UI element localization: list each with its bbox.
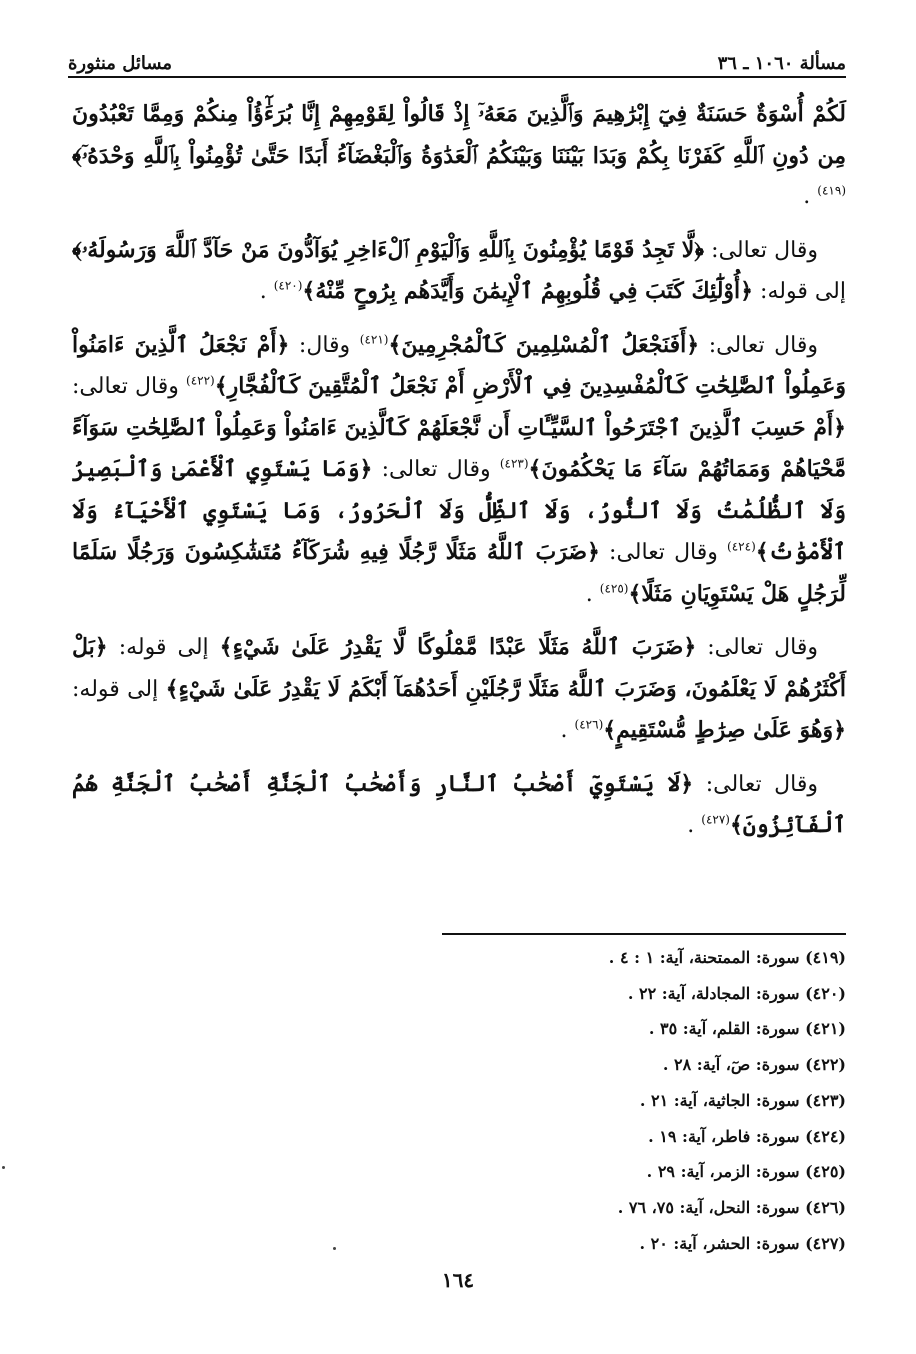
footnote-separator	[442, 933, 846, 935]
scan-speck	[2, 1166, 5, 1169]
running-header	[68, 40, 846, 74]
footnotes	[286, 940, 846, 1261]
paragraph: وقال تعالى: ﴿ضَرَبَ ٱللَّهُ مَثَلًا عَبْدًا مَّمْلُوكًا لَّا يَقْدِرُ عَلَىٰ شَيْءٍ﴾ إلى قوله: ﴿بَلْ أَكْثَرُهُمْ لَا يَعْلَمُونَ، وَضَرَبَ ٱللَّهُ مَثَلًا رَّجُلَيْنِ أَحَدُهُمَآ أَبْكَمُ لَا يَقْدِرُ عَلَىٰ شَيْءٍ﴾ إلى قوله: ﴿وَهُوَ عَلَىٰ صِرَٰطٍ مُّسْتَقِيمٍ﴾$^{(٤٢٦)}$ .	[72, 634, 846, 743]
header-rule	[68, 76, 846, 78]
footnote-item: (٤٢٧) سورة: الحشر، آية: ٢٠ .	[639, 1233, 846, 1253]
header-chapter-title: مسائل منثورة	[68, 53, 173, 74]
paragraph: وقال تعالى: ﴿لَا يَسْتَوِيٓ أَصْحَٰبُ ٱلنَّارِ وَأَصْحَٰبُ ٱلْجَنَّةِ أَصْحَٰبُ ٱلْجَنَّةِ هُمُ ٱلْفَآئِزُونَ﴾$^{(٤٢٧)}$ .	[72, 770, 846, 838]
footnote-item: (٤٢١) سورة: القلم، آية: ٣٥ .	[648, 1019, 846, 1039]
page-number: ١٦٤	[441, 1268, 475, 1292]
footnote-item: (٤٢٤) سورة: فاطر، آية: ١٩ .	[648, 1126, 846, 1146]
footnote-item: (٤٢٣) سورة: الجاثية، آية: ٢١ .	[639, 1090, 846, 1110]
footnote-item: (٤٢٦) سورة: النحل، آية: ٧٥، ٧٦ .	[617, 1197, 846, 1217]
footnote-item: (٤٢٢) سورة: صٓ، آية: ٢٨ .	[662, 1055, 846, 1075]
scan-speck	[333, 1247, 336, 1250]
main-text	[72, 94, 846, 859]
paragraph: لَكُمْ أُسْوَةٌ حَسَنَةٌ فِيٓ إِبْرَٰهِيمَ وَٱلَّذِينَ مَعَهُۥٓ إِذْ قَالُواْ لِقَوْمِهِمْ إِنَّا بُرَءَٰٓؤُاْ مِنكُمْ وَمِمَّا تَعْبُدُونَ مِن دُونِ ٱللَّهِ كَفَرْنَا بِكُمْ وَبَدَا بَيْنَنَا وَبَيْنَكُمُ ٱلْعَدَٰوَةُ وَٱلْبَغْضَآءُ أَبَدًا حَتَّىٰ تُؤْمِنُواْ بِٱللَّهِ وَحْدَهُۥٓ﴾$^{(٤١٩)}$ .	[72, 101, 846, 209]
paragraph: وقال تعالى: ﴿أَفَنَجْعَلُ ٱلْمُسْلِمِينَ كَٱلْمُجْرِمِينَ﴾$^{(٤٢١)}$ وقال: ﴿أَمْ نَجْعَلُ ٱلَّذِينَ ءَامَنُواْ وَعَمِلُواْ ٱلصَّٰلِحَٰتِ كَٱلْمُفْسِدِينَ فِي ٱلْأَرْضِ أَمْ نَجْعَلُ ٱلْمُتَّقِينَ كَٱلْفُجَّارِ﴾$^{(٤٢٢)}$ وقال تعالى: ﴿أَمْ حَسِبَ ٱلَّذِينَ ٱجْتَرَحُواْ ٱلسَّيِّـَٔاتِ أَن نَّجْعَلَهُمْ كَٱلَّذِينَ ءَامَنُواْ وَعَمِلُواْ ٱلصَّٰلِحَٰتِ سَوَآءً مَّحْيَاهُمْ وَمَمَاتُهُمْ سَآءَ مَا يَحْكُمُونَ﴾$^{(٤٢٣)}$ وقال تعالى: ﴿وَمَا يَسْتَوِي ٱلْأَعْمَىٰ وَٱلْبَصِيرُ وَلَا ٱلظُّلُمَٰتُ وَلَا ٱلنُّورُ، وَلَا ٱلظِّلُّ وَلَا ٱلْحَرُورُ، وَمَا يَسْتَوِي ٱلْأَحْيَآءُ وَلَا ٱلْأَمْوَٰتُ﴾$^{(٤٢٤)}$ وقال تعالى: ﴿ضَرَبَ ٱللَّهُ مَثَلًا رَّجُلًا فِيهِ شُرَكَآءُ مُتَشَٰكِسُونَ وَرَجُلًا سَلَمًا لِّرَجُلٍ هَلْ يَسْتَوِيَانِ مَثَلًا﴾$^{(٤٢٥)}$ .	[72, 331, 847, 607]
paragraph: وقال تعالى: ﴿لَّا تَجِدُ قَوْمًا يُؤْمِنُونَ بِٱللَّهِ وَٱلْيَوْمِ ٱلْءَاخِرِ يُوَآدُّونَ مَنْ حَآدَّ ٱللَّهَ وَرَسُولَهُۥ﴾ إلى قوله: ﴿أُوْلَٰٓئِكَ كَتَبَ فِي قُلُوبِهِمُ ٱلْإِيمَٰنَ وَأَيَّدَهُم بِرُوحٍ مِّنْهُ﴾$^{(٤٢٠)}$ .	[72, 236, 846, 304]
header-issue-number: مسألة ١٠٦٠ ـ ٣٦	[717, 53, 846, 74]
footnote-item: (٤١٩) سورة: الممتحنة، آية: ١ : ٤ .	[608, 948, 846, 967]
footnote-item: (٤٢٠) سورة: المجادلة، آية: ٢٢ .	[627, 983, 846, 1003]
footnote-item: (٤٢٥) سورة: الزمر، آية: ٢٩ .	[646, 1162, 846, 1182]
